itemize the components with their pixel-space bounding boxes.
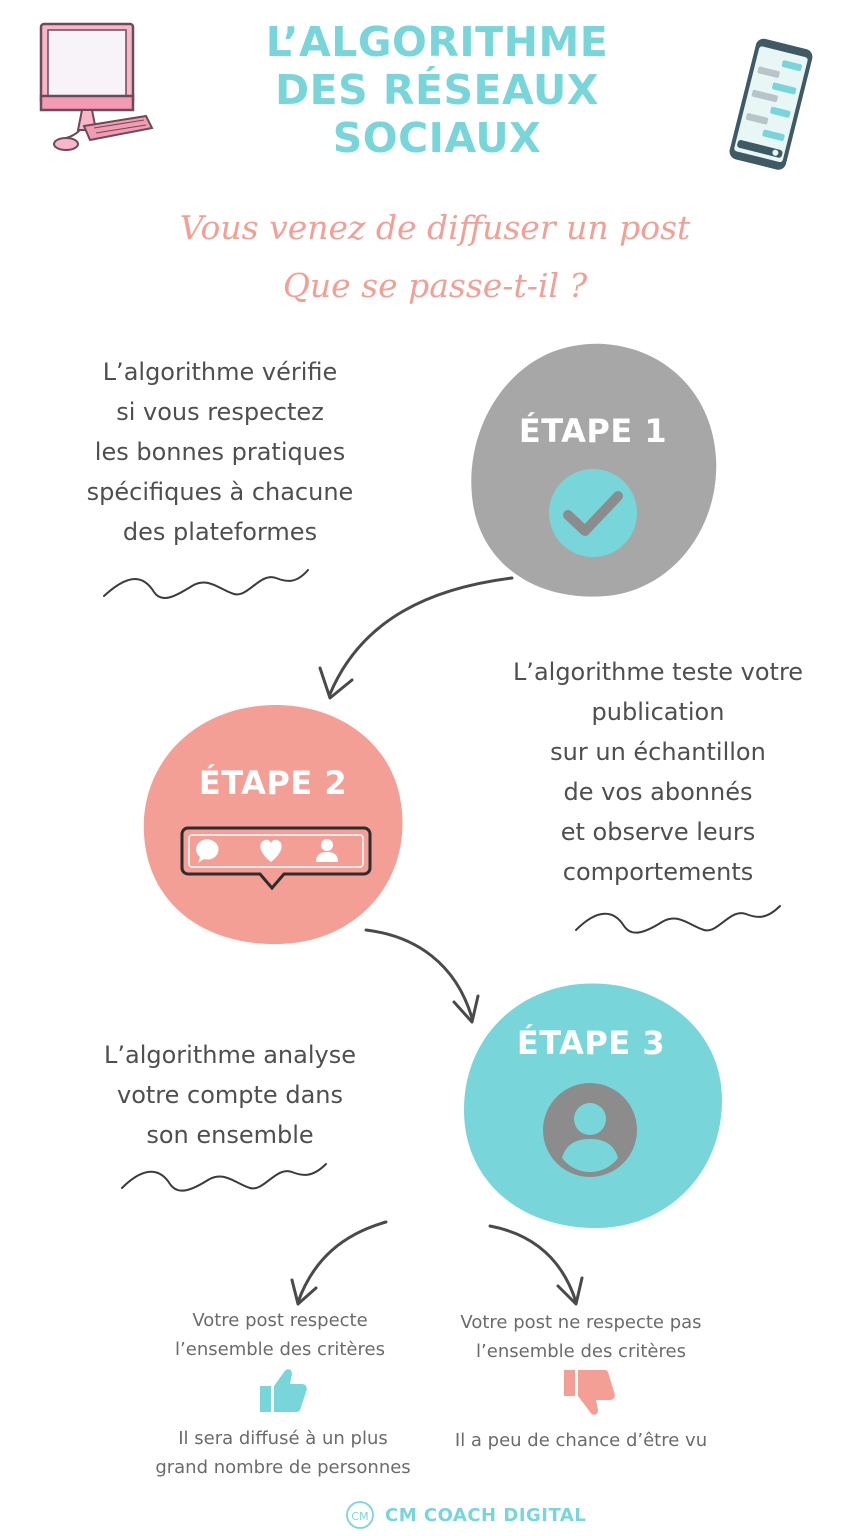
step-1-description [40,352,400,552]
step-1-desc-line: des plateformes [122,518,318,546]
title-line-1: L’ALGORITHME [265,18,609,66]
arrow-to-negative-outcome [484,1218,588,1308]
notification-bubble-icon [180,826,372,896]
step-2-desc-line: de vos abonnés [563,778,753,806]
negative-result-line: Il a peu de chance d’être vu [454,1430,708,1451]
title-line-2: DES RÉSEAUX [275,66,599,114]
brand-logo-icon [345,1500,375,1530]
brand-logo-text: CM [351,1510,369,1523]
title-line-3: SOCIAUX [332,114,542,162]
user-account-icon [542,1082,638,1178]
step-1-desc-line: L’algorithme vérifie [102,358,338,386]
step-1-label: ÉTAPE 1 [518,412,668,450]
step-1-desc-line: si vous respectez [116,398,324,426]
thumbs-down-icon [562,1368,618,1418]
positive-result-line: Il sera diffusé à un plus [178,1428,388,1449]
step-3-label: ÉTAPE 3 [516,1024,666,1062]
footer-brand [345,1500,586,1530]
step-2-desc-line: et observe leurs [560,818,756,846]
negative-criteria [436,1308,726,1366]
step-3-description [58,1035,402,1155]
step-1-desc-line: spécifiques à chacune [86,478,354,506]
desktop-computer-icon [36,18,156,154]
step-2-desc-line: publication [591,698,725,726]
step-2-desc-line: L’algorithme teste votre [512,658,804,686]
brand-name: CM COACH DIGITAL [385,1504,587,1526]
step-3-desc-line: L’algorithme analyse [104,1041,356,1069]
positive-result-line: grand nombre de personnes [155,1457,411,1478]
step-1-desc-line: les bonnes pratiques [94,438,346,466]
negative-criteria-line: l’ensemble des critères [476,1341,686,1362]
step-2-description [490,652,826,892]
subtitle-line-2: Que se passe-t-il ? [282,266,588,305]
step-2-desc-line: comportements [562,858,754,886]
step-3-desc-line: son ensemble [146,1121,314,1149]
squiggle-divider [100,562,312,606]
squiggle-divider [118,1158,330,1198]
subtitle-line-1: Vous venez de diffuser un post [179,208,691,247]
positive-criteria [140,1306,420,1364]
negative-criteria-line: Votre post ne respecte pas [460,1312,702,1333]
step-3-desc-line: votre compte dans [117,1081,343,1109]
step-2-label: ÉTAPE 2 [198,764,348,802]
step-2-desc-line: sur un échantillon [550,738,766,766]
smartphone-chat-icon [716,38,824,170]
positive-result [140,1424,426,1482]
positive-criteria-line: Votre post respecte [192,1310,368,1331]
negative-result [436,1426,726,1455]
step-2-blob [140,700,408,948]
thumbs-up-icon [258,1366,308,1414]
page-title [220,18,654,162]
arrow-to-positive-outcome [288,1218,392,1308]
squiggle-divider [572,900,784,940]
positive-criteria-line: l’ensemble des critères [175,1339,385,1360]
check-circle-icon [548,468,638,558]
